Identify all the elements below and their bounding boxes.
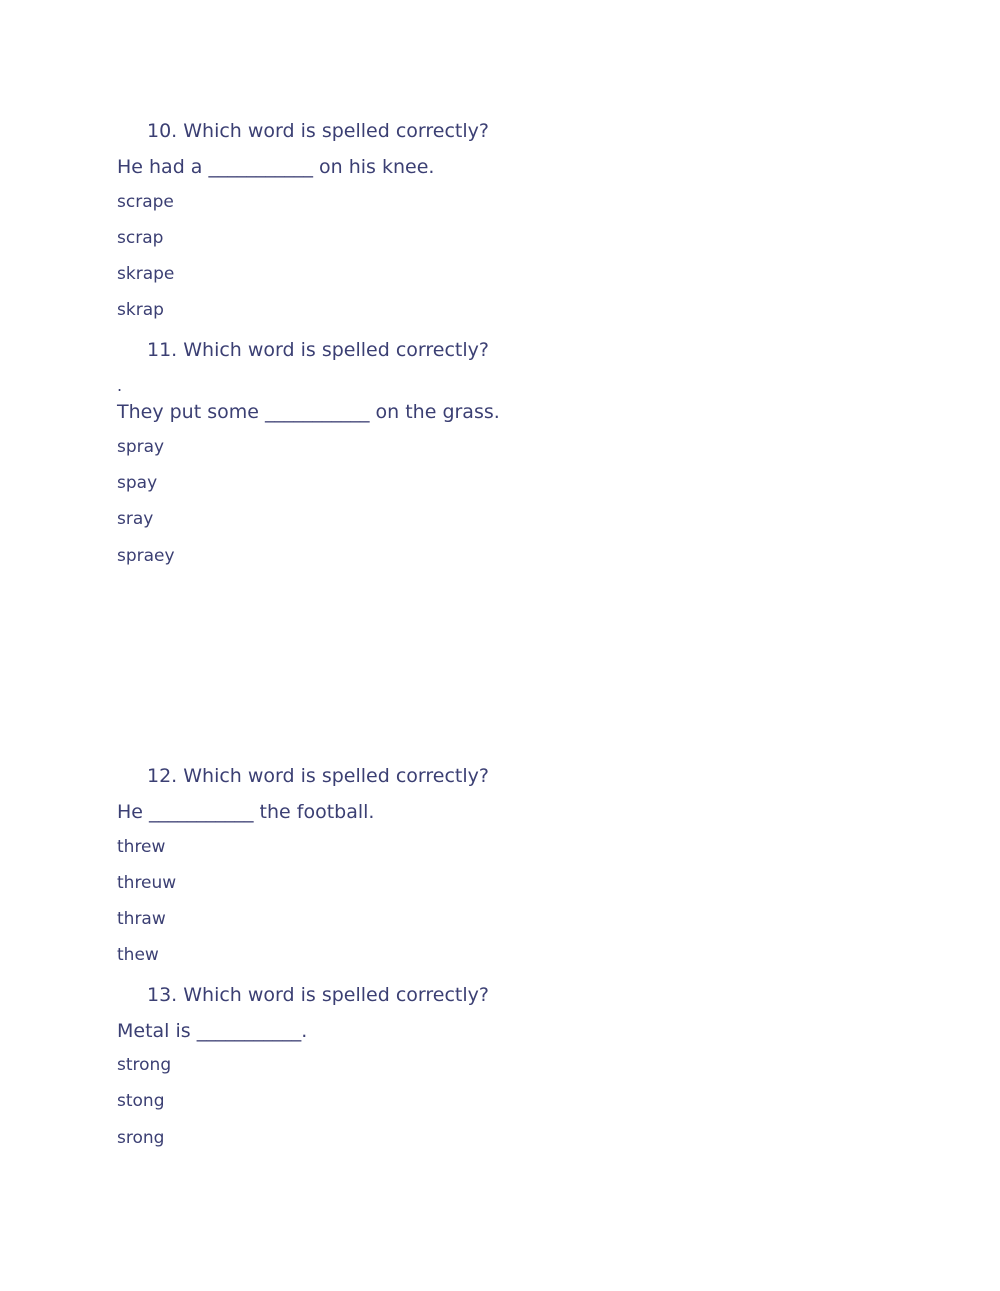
answer-option[interactable]: srong: [117, 1128, 165, 1148]
answer-option[interactable]: spay: [117, 473, 158, 493]
answer-option[interactable]: spray: [117, 437, 165, 457]
answer-option[interactable]: scrap: [117, 228, 164, 248]
question-title: 11. Which word is spelled correctly?: [147, 339, 489, 361]
answer-option[interactable]: skrape: [117, 264, 175, 284]
question-title: 10. Which word is spelled correctly?: [147, 120, 489, 142]
answer-option[interactable]: strong: [117, 1055, 172, 1075]
answer-option[interactable]: skrap: [117, 300, 164, 320]
answer-option[interactable]: threuw: [117, 873, 177, 893]
question-sentence: He had a ___________ on his knee.: [117, 156, 435, 178]
answer-option[interactable]: stong: [117, 1091, 165, 1111]
question-title: 12. Which word is spelled correctly?: [147, 765, 489, 787]
question-sentence: They put some ___________ on the grass.: [117, 401, 500, 423]
stray-period: .: [117, 376, 123, 395]
answer-option[interactable]: thraw: [117, 909, 166, 929]
answer-option[interactable]: spraey: [117, 546, 175, 566]
question-title: 13. Which word is spelled correctly?: [147, 984, 489, 1006]
answer-option[interactable]: sray: [117, 509, 154, 529]
answer-option[interactable]: threw: [117, 837, 166, 857]
answer-option[interactable]: thew: [117, 945, 159, 965]
question-sentence: Metal is ___________.: [117, 1020, 308, 1042]
question-sentence: He ___________ the football.: [117, 801, 375, 823]
answer-option[interactable]: scrape: [117, 192, 174, 212]
